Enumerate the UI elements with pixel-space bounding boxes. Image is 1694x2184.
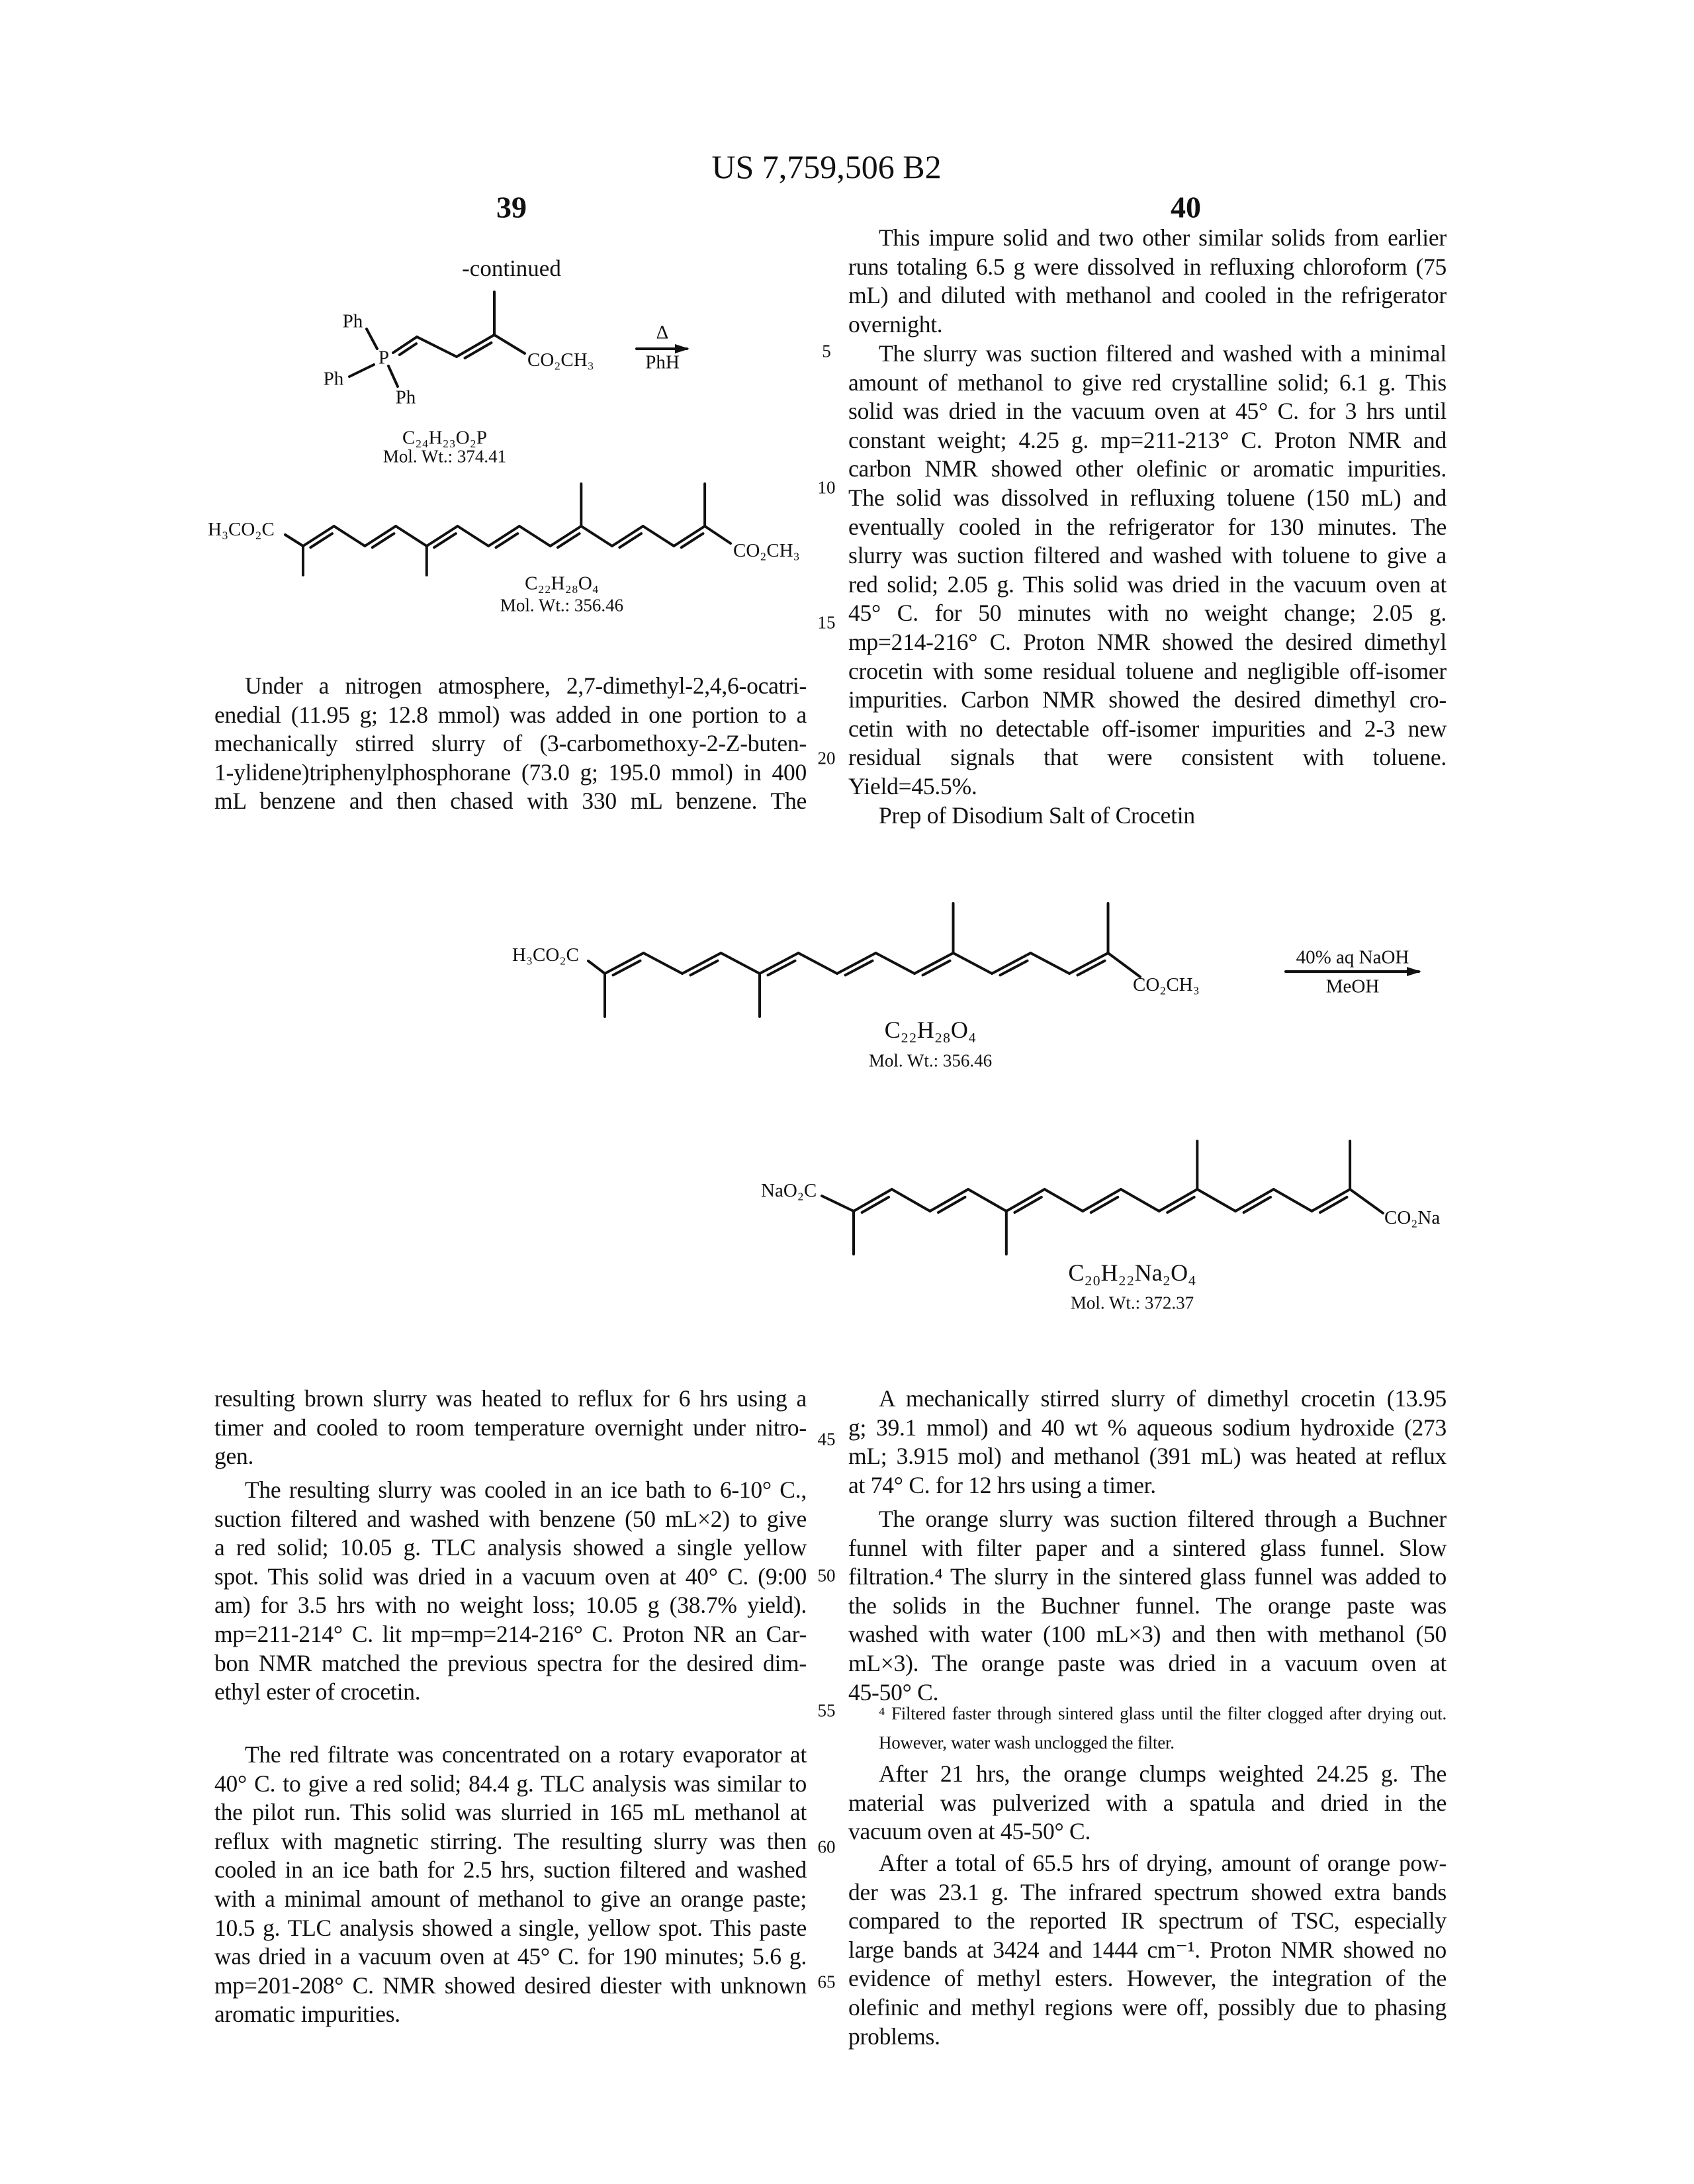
salt-right-group: CO₂Na [1384,1207,1440,1229]
text-line: mp=214-216° C. Proton NMR showed the desired dimethyl [848,628,1447,657]
patent-page [0,0,1694,2184]
reactant-formula: C₂₄H₂₃O₂P [402,428,487,449]
text-line: 1-ylidene)triphenylphosphorane (73.0 g; 195.0 mmol) in 400 [214,758,807,788]
paragraph [214,1741,807,2029]
text-line: carbon NMR showed other olefinic or aromatic impurities. [848,455,1447,484]
paragraph [214,1385,807,1471]
p-ph-bond [367,329,377,349]
text-line: mL×3). The orange paste was dried in a vacuum oven at [848,1649,1447,1678]
text-line: 40° C. to give a red solid; 84.4 g. TLC analysis was similar to [214,1770,807,1799]
continued-label: -continued [462,255,561,282]
single-bond [458,526,489,546]
single-bond [643,526,674,546]
single-bond [1121,1189,1159,1211]
arrow-condition-methanol: MeOH [1326,976,1380,998]
text-line: bon NMR matched the previous spectra for the desired dim- [214,1649,807,1678]
double-bond-outer [1312,1189,1350,1211]
text-line: gen. [214,1442,807,1471]
ester-bond [1350,1189,1383,1213]
text-line: The slurry was suction filtered and washed with a minimal [848,340,1447,369]
text-line: funnel with filter paper and a sintered glass funnel. Slow [848,1534,1447,1563]
ester-bond [1108,953,1141,977]
double-bond-outer [1159,1189,1198,1211]
single-bond [581,526,612,546]
single-bond [519,526,551,546]
text-line: with a minimal amount of methanol to give an orange paste; [214,1885,807,1914]
text-line: After a total of 65.5 hrs of drying, amount of orange pow- [848,1849,1447,1878]
text-line: spot. This solid was dried in a vacuum oven at 40° C. (9:00 [214,1563,807,1592]
ester-bond [822,1196,854,1211]
text-line: at 74° C. for 12 hrs using a timer. [848,1471,1447,1500]
footnote [848,1699,1447,1757]
patent-number: US 7,759,506 B2 [711,148,941,186]
ester-bond [588,961,605,974]
text-line: red solid; 2.05 g. This solid was dried in the vacuum oven at [848,570,1447,600]
text-line: suction filtered and washed with benzene (50 mL×2) to give [214,1505,807,1534]
diester-formula: C₂₂H₂₈O₄ [885,1016,977,1044]
text-line: mp=201-208° C. NMR showed desired diester with unknown [214,1972,807,2001]
text-line: 45° C. for 50 minutes with no weight change; 2.05 g. [848,599,1447,628]
text-line: cetin with no detectable off-isomer impurities and 2-3 new [848,715,1447,744]
text-line: was dried in a vacuum oven at 45° C. for 190 minutes; 5.6 g. [214,1942,807,1972]
text-line: timer and cooled to room temperature overnight under nitro- [214,1414,807,1443]
single-bond [892,1189,930,1211]
product-formula: C₂₂H₂₈O₄ [525,573,599,595]
text-line: impurities. Carbon NMR showed the desired dimethyl cro- [848,686,1447,715]
line-number: 50 [818,1566,836,1586]
text-line: However, water wash unclogged the filter. [848,1728,1447,1757]
text-line: eventually cooled in the refrigerator for 130 minutes. The [848,513,1447,542]
single-bond [1274,1189,1312,1211]
salt-left-group: NaO₂C [761,1180,817,1202]
double-bond-outer [930,1189,968,1211]
paragraph [848,1385,1447,1500]
text-line: 10.5 g. TLC analysis showed a single, yellow spot. This paste [214,1914,807,1943]
text-line: The resulting slurry was cooled in an ice bath to 6-10° C., [214,1476,807,1505]
diester-left-group: H₃CO₂C [512,944,579,966]
single-bond [799,953,838,974]
text-line: mL benzene and then chased with 330 mL benzene. The [214,787,807,816]
paragraph [848,801,1447,831]
text-line: slurry was suction filtered and washed with toluene to give a [848,541,1447,570]
arrow-condition-solvent: PhH [645,352,680,374]
single-bond [954,953,993,974]
text-line: compared to the reported IR spectrum of TSC, especially [848,1907,1447,1936]
text-line: mL; 3.915 mol) and methanol (391 mL) was heated at reflux [848,1442,1447,1471]
single-bond [396,526,427,546]
text-line: crocetin with some residual toluene and negligible off-isomer [848,657,1447,686]
ester-bond [285,535,303,546]
double-bond-outer [1083,1189,1121,1211]
product-right-group: CO₂CH₃ [733,540,800,562]
diester-right-group: CO₂CH₃ [1133,974,1200,996]
product-mol-wt: Mol. Wt.: 356.46 [500,596,623,616]
arrow-condition-heat: Δ [656,322,669,344]
text-line: vacuum oven at 45-50° C. [848,1817,1447,1846]
text-line: the solids in the Buchner funnel. The orange paste was [848,1592,1447,1621]
line-number: 60 [818,1837,836,1858]
text-line: material was pulverized with a spatula and dried in the [848,1789,1447,1818]
single-bond [417,337,457,357]
text-line: mechanically stirred slurry of (3-carbomethoxy-2-Z-buten- [214,729,807,758]
text-line: der was 23.1 g. The infrared spectrum showed extra bands [848,1878,1447,1907]
double-bond-outer [854,1189,892,1211]
column-number-right: 40 [1171,190,1201,225]
paragraph [848,340,1447,801]
line-number: 10 [818,478,836,498]
text-line: olefinic and methyl regions were off, possibly due to phasing [848,1993,1447,2023]
text-line: Under a nitrogen atmosphere, 2,7-dimethyl-2,4,6-ocatri- [214,672,807,701]
single-bond [334,526,365,546]
text-line: problems. [848,2023,1447,2052]
ph-left-label: Ph [324,369,344,390]
text-line: am) for 3.5 hrs with no weight loss; 10.05 g (38.7% yield). [214,1591,807,1620]
text-line: g; 39.1 mmol) and 40 wt % aqueous sodium hydroxide (273 [848,1414,1447,1443]
double-bond-outer [1006,1189,1045,1211]
text-line: runs totaling 6.5 g were dissolved in refluxing chloroform (75 [848,253,1447,282]
salt-formula: C₂₀H₂₂Na₂O₄ [1068,1259,1196,1287]
p-ph-bond [349,365,374,377]
text-line: evidence of methyl esters. However, the integration of the [848,1964,1447,1993]
salt-mol-wt: Mol. Wt.: 372.37 [1071,1293,1194,1314]
text-line: Prep of Disodium Salt of Crocetin [848,801,1447,831]
product-left-group: H₃CO₂C [208,519,275,541]
double-bond-outer [1235,1189,1274,1211]
ph-bottom-label: Ph [396,387,416,409]
text-line: filtration.⁴ The slurry in the sintered glass funnel was added to [848,1563,1447,1592]
ester-bond [494,335,525,353]
text-line: After 21 hrs, the orange clumps weighted 24.25 g. The [848,1760,1447,1789]
text-line: mp=211-214° C. lit mp=mp=214-216° C. Proton NR an Car- [214,1620,807,1649]
single-bond [1197,1189,1235,1211]
single-bond [1031,953,1070,974]
text-line: The orange slurry was suction filtered through a Buchner [848,1505,1447,1534]
text-line: resulting brown slurry was heated to reflux for 6 hrs using a [214,1385,807,1414]
line-number: 45 [818,1430,836,1450]
single-bond [1045,1189,1083,1211]
text-line: large bands at 3424 and 1444 cm⁻¹. Proton NMR showed no [848,1936,1447,1965]
ph-top-label: Ph [343,311,363,333]
ester-label: CO₂CH₃ [527,349,594,371]
phosphorus-label: P [379,347,389,369]
text-line: enedial (11.95 g; 12.8 mmol) was added in one portion to a [214,701,807,730]
text-line: mL) and diluted with methanol and cooled in the refrigerator [848,281,1447,310]
text-line: ethyl ester of crocetin. [214,1678,807,1707]
text-line: This impure solid and two other similar solids from earlier [848,224,1447,253]
text-line: ⁴ Filtered faster through sintered glass until the filter clogged after drying out. [848,1699,1447,1728]
text-line: constant weight; 4.25 g. mp=211-213° C. Proton NMR and [848,426,1447,455]
line-number: 5 [822,341,831,362]
text-line: the pilot run. This solid was slurried in 165 mL methanol at [214,1798,807,1827]
text-line: overnight. [848,310,1447,340]
text-line: Yield=45.5%. [848,772,1447,801]
line-number: 20 [818,749,836,769]
text-line: reflux with magnetic stirring. The resulting slurry was then [214,1827,807,1856]
paragraph [848,1760,1447,1846]
text-line: aromatic impurities. [214,2000,807,2029]
single-bond [721,953,760,974]
text-line: residual signals that were consistent with toluene. [848,743,1447,772]
text-line: The red filtrate was concentrated on a rotary evaporator at [214,1741,807,1770]
paragraph [848,1849,1447,2051]
column-number-left: 39 [496,190,527,225]
text-line: 45-50° C. [848,1678,1447,1707]
text-line: A mechanically stirred slurry of dimethyl crocetin (13.95 [848,1385,1447,1414]
diester-mol-wt: Mol. Wt.: 356.46 [869,1051,992,1071]
line-number: 65 [818,1972,836,1993]
arrow-condition-base: 40% aq NaOH [1296,947,1409,969]
paragraph [214,672,807,816]
text-line: The solid was dissolved in refluxing toluene (150 mL) and [848,484,1447,513]
single-bond [968,1189,1006,1211]
reactant-mol-wt: Mol. Wt.: 374.41 [383,447,506,467]
paragraph [848,224,1447,339]
paragraph [214,1476,807,1707]
paragraph [848,1505,1447,1707]
line-number: 15 [818,613,836,633]
ester-bond [705,526,731,543]
p-ph-bond [388,366,398,387]
text-line: washed with water (100 mL×3) and then with methanol (50 [848,1620,1447,1649]
line-number: 55 [818,1701,836,1721]
text-line: solid was dried in the vacuum oven at 45° C. for 3 hrs until [848,397,1447,426]
single-bond [644,953,683,974]
text-line: a red solid; 10.05 g. TLC analysis showed a single yellow [214,1533,807,1563]
text-line: cooled in an ice bath for 2.5 hrs, suction filtered and washed [214,1856,807,1885]
text-line: amount of methanol to give red crystalline solid; 6.1 g. This [848,369,1447,398]
single-bond [876,953,915,974]
